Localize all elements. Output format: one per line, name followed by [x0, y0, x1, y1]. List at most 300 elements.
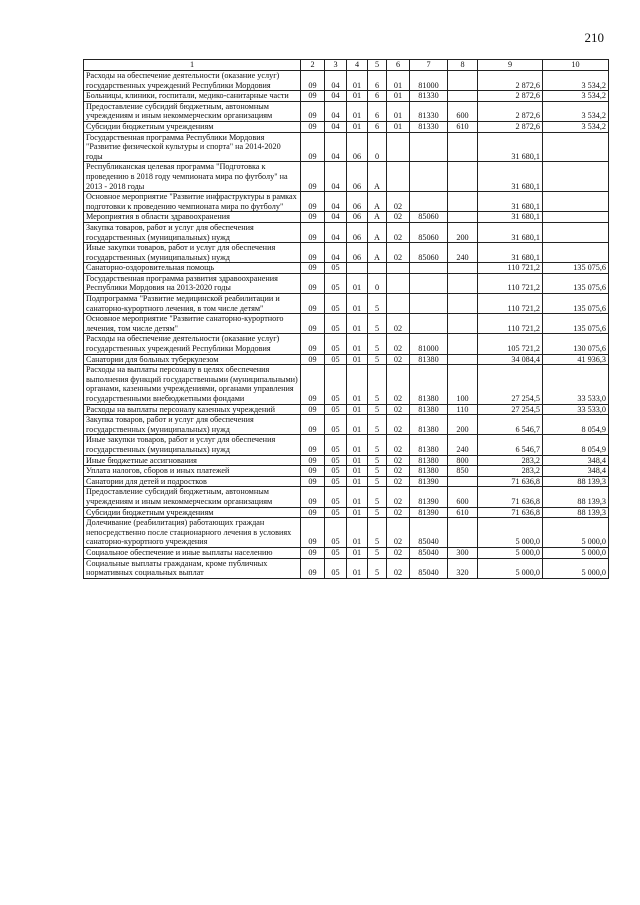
row-value-cell-6: 02	[387, 192, 410, 212]
table-row	[84, 132, 609, 162]
row-value-cell-10: 135 075,6	[543, 273, 609, 293]
row-value-cell-9: 6 546,7	[478, 415, 543, 435]
row-value-cell-4: 06	[347, 243, 368, 263]
row-value-cell-2: 09	[301, 212, 325, 223]
row-value-cell-5: А	[368, 192, 387, 212]
row-value-cell-2: 09	[301, 222, 325, 242]
row-name-cell: Социальное обеспечение и иные выплаты населению	[84, 547, 301, 558]
row-value-cell-7: 81390	[410, 487, 448, 507]
row-name-cell: Расходы на выплаты персоналу в целях обеспечения выполнения функций государственными (муниципальными) органами, казенными учреждениями, органами управления государственными внебюджетными фондами	[84, 365, 301, 404]
row-value-cell-7: 81330	[410, 101, 448, 121]
row-name-cell: Закупка товаров, работ и услуг для обеспечения государственных (муниципальных) нужд	[84, 222, 301, 242]
row-name-cell: Долечивание (реабилитация) работающих граждан непосредственно после стационарного лечения в условиях санаторно-курортного учреждения	[84, 518, 301, 548]
page-number: 210	[584, 30, 604, 45]
row-value-cell-5: 5	[368, 518, 387, 548]
table-row	[84, 101, 609, 121]
row-name-cell: Субсидии бюджетным учреждениям	[84, 121, 301, 132]
row-value-cell-2: 09	[301, 243, 325, 263]
column-header-6: 6	[387, 60, 410, 71]
row-value-cell-5	[368, 263, 387, 274]
row-value-cell-7	[410, 132, 448, 162]
row-value-cell-4: 01	[347, 518, 368, 548]
row-value-cell-9: 31 680,1	[478, 192, 543, 212]
column-header-9: 9	[478, 60, 543, 71]
row-value-cell-2: 09	[301, 294, 325, 314]
row-value-cell-6: 02	[387, 314, 410, 334]
row-value-cell-4: 01	[347, 455, 368, 466]
row-value-cell-3: 05	[325, 365, 347, 404]
row-value-cell-9: 6 546,7	[478, 435, 543, 455]
row-value-cell-6	[387, 273, 410, 293]
row-value-cell-4: 01	[347, 558, 368, 578]
row-value-cell-6: 01	[387, 91, 410, 102]
row-value-cell-3: 05	[325, 263, 347, 274]
row-value-cell-6: 02	[387, 466, 410, 477]
table-row	[84, 294, 609, 314]
row-value-cell-9: 31 680,1	[478, 212, 543, 223]
column-header-10: 10	[543, 60, 609, 71]
table-row	[84, 404, 609, 415]
table-row	[84, 476, 609, 487]
row-value-cell-2: 09	[301, 518, 325, 548]
row-value-cell-10: 348,4	[543, 466, 609, 477]
row-value-cell-6: 02	[387, 547, 410, 558]
row-value-cell-6: 02	[387, 507, 410, 518]
row-value-cell-2: 09	[301, 132, 325, 162]
row-value-cell-10: 5 000,0	[543, 518, 609, 548]
row-value-cell-3: 04	[325, 162, 347, 192]
row-value-cell-2: 09	[301, 404, 325, 415]
row-value-cell-3: 05	[325, 455, 347, 466]
row-name-cell: Расходы на обеспечение деятельности (оказание услуг) государственных учреждений Республики Мордовия	[84, 71, 301, 91]
row-value-cell-5: А	[368, 222, 387, 242]
row-value-cell-10: 3 534,2	[543, 91, 609, 102]
row-value-cell-9: 71 636,8	[478, 487, 543, 507]
row-value-cell-5: 5	[368, 455, 387, 466]
row-value-cell-7: 81380	[410, 466, 448, 477]
row-name-cell: Социальные выплаты гражданам, кроме публичных нормативных социальных выплат	[84, 558, 301, 578]
row-value-cell-8: 320	[448, 558, 478, 578]
row-value-cell-9: 31 680,1	[478, 132, 543, 162]
row-value-cell-8: 300	[448, 547, 478, 558]
row-value-cell-5: 5	[368, 507, 387, 518]
table-row	[84, 222, 609, 242]
row-value-cell-5: 5	[368, 404, 387, 415]
row-value-cell-2: 09	[301, 415, 325, 435]
row-value-cell-10: 130 075,6	[543, 334, 609, 354]
row-value-cell-10: 135 075,6	[543, 263, 609, 274]
row-value-cell-10: 88 139,3	[543, 476, 609, 487]
row-name-cell: Уплата налогов, сборов и иных платежей	[84, 466, 301, 477]
row-value-cell-7	[410, 192, 448, 212]
row-value-cell-5: 5	[368, 547, 387, 558]
row-value-cell-4: 06	[347, 212, 368, 223]
row-value-cell-10: 8 054,9	[543, 415, 609, 435]
row-value-cell-8: 610	[448, 507, 478, 518]
row-value-cell-6	[387, 162, 410, 192]
row-value-cell-2: 09	[301, 558, 325, 578]
row-value-cell-5: А	[368, 212, 387, 223]
row-value-cell-10: 3 534,2	[543, 71, 609, 91]
row-value-cell-3: 04	[325, 91, 347, 102]
row-value-cell-6: 02	[387, 334, 410, 354]
row-value-cell-2: 09	[301, 547, 325, 558]
row-value-cell-9: 2 872,6	[478, 71, 543, 91]
row-value-cell-9: 31 680,1	[478, 162, 543, 192]
row-value-cell-7	[410, 314, 448, 334]
row-value-cell-7: 81000	[410, 334, 448, 354]
row-value-cell-8: 600	[448, 487, 478, 507]
row-value-cell-9: 110 721,2	[478, 294, 543, 314]
row-value-cell-9: 105 721,2	[478, 334, 543, 354]
row-value-cell-8	[448, 91, 478, 102]
row-value-cell-2: 09	[301, 507, 325, 518]
row-value-cell-7: 81330	[410, 121, 448, 132]
row-value-cell-9: 27 254,5	[478, 365, 543, 404]
row-value-cell-10: 88 139,3	[543, 487, 609, 507]
table-row	[84, 354, 609, 365]
row-value-cell-2: 09	[301, 455, 325, 466]
row-value-cell-8: 110	[448, 404, 478, 415]
row-value-cell-3: 04	[325, 192, 347, 212]
row-name-cell: Санатории для больных туберкулезом	[84, 354, 301, 365]
row-value-cell-8: 240	[448, 435, 478, 455]
row-value-cell-2: 09	[301, 365, 325, 404]
row-value-cell-8	[448, 162, 478, 192]
table-row	[84, 415, 609, 435]
row-value-cell-4: 01	[347, 334, 368, 354]
row-value-cell-8	[448, 476, 478, 487]
row-value-cell-4: 01	[347, 487, 368, 507]
row-value-cell-10: 41 936,3	[543, 354, 609, 365]
row-value-cell-9: 2 872,6	[478, 121, 543, 132]
row-value-cell-5: 5	[368, 354, 387, 365]
column-header-1: 1	[84, 60, 301, 71]
row-value-cell-4: 01	[347, 404, 368, 415]
row-value-cell-3: 05	[325, 507, 347, 518]
row-name-cell: Предоставление субсидий бюджетным, автономным учреждениям и иным некоммерческим организациям	[84, 487, 301, 507]
row-name-cell: Иные закупки товаров, работ и услуг для обеспечения государственных (муниципальных) нужд	[84, 435, 301, 455]
row-value-cell-2: 09	[301, 192, 325, 212]
column-header-5: 5	[368, 60, 387, 71]
row-value-cell-5: 0	[368, 273, 387, 293]
row-value-cell-3: 04	[325, 101, 347, 121]
row-value-cell-8: 610	[448, 121, 478, 132]
table-row	[84, 314, 609, 334]
row-value-cell-5: 6	[368, 101, 387, 121]
row-value-cell-3: 05	[325, 314, 347, 334]
row-value-cell-5: 5	[368, 314, 387, 334]
row-value-cell-5: 6	[368, 71, 387, 91]
row-name-cell: Санаторно-оздоровительная помощь	[84, 263, 301, 274]
row-value-cell-10: 3 534,2	[543, 121, 609, 132]
row-value-cell-5: 5	[368, 294, 387, 314]
row-value-cell-4: 01	[347, 476, 368, 487]
row-value-cell-4	[347, 263, 368, 274]
row-value-cell-7: 85060	[410, 212, 448, 223]
row-value-cell-10: 33 533,0	[543, 365, 609, 404]
row-value-cell-4: 01	[347, 121, 368, 132]
row-value-cell-9: 31 680,1	[478, 243, 543, 263]
row-name-cell: Подпрограмма "Развитие медицинской реабилитации и санаторно-курортного лечения, в том числе детям"	[84, 294, 301, 314]
row-value-cell-5: 6	[368, 121, 387, 132]
row-value-cell-8	[448, 273, 478, 293]
row-value-cell-8: 800	[448, 455, 478, 466]
row-value-cell-6: 01	[387, 121, 410, 132]
row-value-cell-10	[543, 192, 609, 212]
row-value-cell-4: 06	[347, 132, 368, 162]
table-row	[84, 466, 609, 477]
row-value-cell-3: 04	[325, 132, 347, 162]
row-value-cell-7: 81380	[410, 455, 448, 466]
row-value-cell-4: 01	[347, 507, 368, 518]
row-value-cell-7: 81390	[410, 507, 448, 518]
row-value-cell-7: 81000	[410, 71, 448, 91]
row-value-cell-8	[448, 263, 478, 274]
row-value-cell-10: 135 075,6	[543, 314, 609, 334]
row-value-cell-5: А	[368, 162, 387, 192]
table-row	[84, 121, 609, 132]
row-value-cell-7: 85040	[410, 547, 448, 558]
row-value-cell-5: 5	[368, 487, 387, 507]
column-header-2: 2	[301, 60, 325, 71]
row-value-cell-6: 02	[387, 476, 410, 487]
row-value-cell-4: 06	[347, 162, 368, 192]
row-value-cell-6: 02	[387, 435, 410, 455]
row-value-cell-10	[543, 212, 609, 223]
table-row	[84, 518, 609, 548]
row-value-cell-2: 09	[301, 71, 325, 91]
row-value-cell-3: 04	[325, 243, 347, 263]
row-name-cell: Субсидии бюджетным учреждениям	[84, 507, 301, 518]
row-value-cell-3: 04	[325, 222, 347, 242]
table-row	[84, 455, 609, 466]
row-value-cell-8: 850	[448, 466, 478, 477]
row-value-cell-6: 02	[387, 455, 410, 466]
column-header-3: 3	[325, 60, 347, 71]
row-value-cell-6: 02	[387, 365, 410, 404]
row-value-cell-9: 31 680,1	[478, 222, 543, 242]
row-name-cell: Основное мероприятие "Развитие санаторно-курортного лечения, том числе детям"	[84, 314, 301, 334]
table-row	[84, 162, 609, 192]
row-value-cell-3: 05	[325, 354, 347, 365]
row-value-cell-6: 02	[387, 558, 410, 578]
row-value-cell-3: 05	[325, 435, 347, 455]
row-value-cell-6: 02	[387, 354, 410, 365]
row-name-cell: Санатории для детей и подростков	[84, 476, 301, 487]
row-value-cell-6: 02	[387, 518, 410, 548]
row-value-cell-6: 02	[387, 487, 410, 507]
row-value-cell-4: 01	[347, 365, 368, 404]
row-value-cell-9: 5 000,0	[478, 547, 543, 558]
row-name-cell: Больницы, клиники, госпитали, медико-санитарные части	[84, 91, 301, 102]
row-value-cell-5: 5	[368, 365, 387, 404]
row-value-cell-7	[410, 263, 448, 274]
row-value-cell-8	[448, 518, 478, 548]
table-row	[84, 507, 609, 518]
table-row	[84, 365, 609, 404]
row-value-cell-2: 09	[301, 476, 325, 487]
row-value-cell-7: 81380	[410, 435, 448, 455]
row-value-cell-8: 200	[448, 415, 478, 435]
row-value-cell-9: 2 872,6	[478, 101, 543, 121]
row-name-cell: Расходы на выплаты персоналу казенных учреждений	[84, 404, 301, 415]
row-value-cell-3: 05	[325, 518, 347, 548]
row-value-cell-2: 09	[301, 466, 325, 477]
row-value-cell-5: 5	[368, 415, 387, 435]
row-value-cell-4: 01	[347, 294, 368, 314]
row-value-cell-7: 81380	[410, 354, 448, 365]
row-value-cell-9: 283,2	[478, 455, 543, 466]
row-value-cell-9: 71 636,8	[478, 507, 543, 518]
row-value-cell-6	[387, 294, 410, 314]
row-value-cell-4: 01	[347, 273, 368, 293]
row-value-cell-4: 01	[347, 435, 368, 455]
row-value-cell-3: 04	[325, 121, 347, 132]
column-header-4: 4	[347, 60, 368, 71]
row-value-cell-4: 01	[347, 466, 368, 477]
budget-table	[83, 59, 609, 579]
row-value-cell-8: 200	[448, 222, 478, 242]
row-value-cell-8	[448, 294, 478, 314]
table-row	[84, 334, 609, 354]
row-value-cell-10: 5 000,0	[543, 558, 609, 578]
row-value-cell-6: 02	[387, 404, 410, 415]
table-row	[84, 263, 609, 274]
row-value-cell-9: 110 721,2	[478, 263, 543, 274]
row-value-cell-7: 81380	[410, 415, 448, 435]
row-value-cell-5: 0	[368, 132, 387, 162]
row-value-cell-4: 01	[347, 91, 368, 102]
row-value-cell-8: 600	[448, 101, 478, 121]
row-name-cell: Мероприятия в области здравоохранения	[84, 212, 301, 223]
row-value-cell-5: 6	[368, 91, 387, 102]
row-value-cell-3: 05	[325, 404, 347, 415]
table-row	[84, 487, 609, 507]
row-value-cell-6	[387, 263, 410, 274]
table-row	[84, 558, 609, 578]
row-value-cell-7: 81380	[410, 365, 448, 404]
row-value-cell-5: 5	[368, 466, 387, 477]
row-value-cell-6: 01	[387, 101, 410, 121]
row-value-cell-4: 01	[347, 354, 368, 365]
row-value-cell-9: 27 254,5	[478, 404, 543, 415]
row-value-cell-4: 01	[347, 314, 368, 334]
row-value-cell-7: 85060	[410, 222, 448, 242]
row-value-cell-10: 135 075,6	[543, 294, 609, 314]
row-value-cell-8	[448, 212, 478, 223]
row-value-cell-8: 240	[448, 243, 478, 263]
row-value-cell-5: 5	[368, 476, 387, 487]
table-row	[84, 91, 609, 102]
row-value-cell-3: 05	[325, 547, 347, 558]
row-value-cell-10: 5 000,0	[543, 547, 609, 558]
row-value-cell-5: 5	[368, 334, 387, 354]
row-name-cell: Закупка товаров, работ и услуг для обеспечения государственных (муниципальных) нужд	[84, 415, 301, 435]
table-body	[84, 71, 609, 579]
row-value-cell-6: 02	[387, 415, 410, 435]
row-value-cell-8: 100	[448, 365, 478, 404]
row-value-cell-10: 8 054,9	[543, 435, 609, 455]
row-value-cell-6	[387, 132, 410, 162]
row-value-cell-5: 5	[368, 435, 387, 455]
row-value-cell-9: 110 721,2	[478, 273, 543, 293]
column-header-7: 7	[410, 60, 448, 71]
row-value-cell-3: 05	[325, 558, 347, 578]
row-value-cell-3: 04	[325, 71, 347, 91]
row-value-cell-4: 01	[347, 415, 368, 435]
row-value-cell-10	[543, 162, 609, 192]
row-value-cell-5: 5	[368, 558, 387, 578]
row-value-cell-2: 09	[301, 162, 325, 192]
row-name-cell: Расходы на обеспечение деятельности (оказание услуг) государственных учреждений Республики Мордовия	[84, 334, 301, 354]
row-value-cell-9: 110 721,2	[478, 314, 543, 334]
row-value-cell-5: А	[368, 243, 387, 263]
column-header-8: 8	[448, 60, 478, 71]
row-value-cell-3: 05	[325, 273, 347, 293]
table-row	[84, 435, 609, 455]
row-name-cell: Иные бюджетные ассигнования	[84, 455, 301, 466]
row-value-cell-2: 09	[301, 354, 325, 365]
row-value-cell-3: 05	[325, 487, 347, 507]
row-value-cell-4: 01	[347, 101, 368, 121]
row-value-cell-7: 85040	[410, 518, 448, 548]
row-value-cell-10: 348,4	[543, 455, 609, 466]
row-value-cell-2: 09	[301, 91, 325, 102]
row-value-cell-7: 81380	[410, 404, 448, 415]
row-value-cell-2: 09	[301, 435, 325, 455]
row-name-cell: Республиканская целевая программа "Подготовка к проведению в 2018 году чемпионата мира по футболу" на 2013 - 2018 годы	[84, 162, 301, 192]
row-value-cell-3: 05	[325, 476, 347, 487]
row-value-cell-7	[410, 294, 448, 314]
row-value-cell-10	[543, 222, 609, 242]
row-value-cell-10: 3 534,2	[543, 101, 609, 121]
row-value-cell-6: 02	[387, 212, 410, 223]
row-value-cell-7: 85040	[410, 558, 448, 578]
row-value-cell-4: 01	[347, 71, 368, 91]
row-value-cell-7: 81330	[410, 91, 448, 102]
row-value-cell-2: 09	[301, 101, 325, 121]
row-value-cell-9: 34 084,4	[478, 354, 543, 365]
row-value-cell-9: 71 636,8	[478, 476, 543, 487]
row-value-cell-6: 02	[387, 243, 410, 263]
row-value-cell-3: 05	[325, 294, 347, 314]
header-row	[84, 60, 609, 71]
row-name-cell: Государственная программа Республики Мордовия "Развитие физической культуры и спорта" на 2014-2020 годы	[84, 132, 301, 162]
row-value-cell-8	[448, 354, 478, 365]
row-name-cell: Иные закупки товаров, работ и услуг для обеспечения государственных (муниципальных) нужд	[84, 243, 301, 263]
row-value-cell-8	[448, 334, 478, 354]
table-row	[84, 71, 609, 91]
row-value-cell-10	[543, 243, 609, 263]
row-name-cell: Государственная программа развития здравоохранения Республики Мордовия на 2013-2020 годы	[84, 273, 301, 293]
row-value-cell-7	[410, 162, 448, 192]
row-name-cell: Предоставление субсидий бюджетным, автономным учреждениям и иным некоммерческим организациям	[84, 101, 301, 121]
row-value-cell-10: 33 533,0	[543, 404, 609, 415]
row-value-cell-4: 01	[347, 547, 368, 558]
table-row	[84, 212, 609, 223]
row-value-cell-7: 85060	[410, 243, 448, 263]
row-value-cell-7	[410, 273, 448, 293]
table-row	[84, 273, 609, 293]
row-value-cell-8	[448, 71, 478, 91]
row-value-cell-7: 81390	[410, 476, 448, 487]
table-row	[84, 243, 609, 263]
row-value-cell-10	[543, 132, 609, 162]
row-value-cell-2: 09	[301, 273, 325, 293]
row-value-cell-4: 06	[347, 192, 368, 212]
row-value-cell-3: 05	[325, 334, 347, 354]
